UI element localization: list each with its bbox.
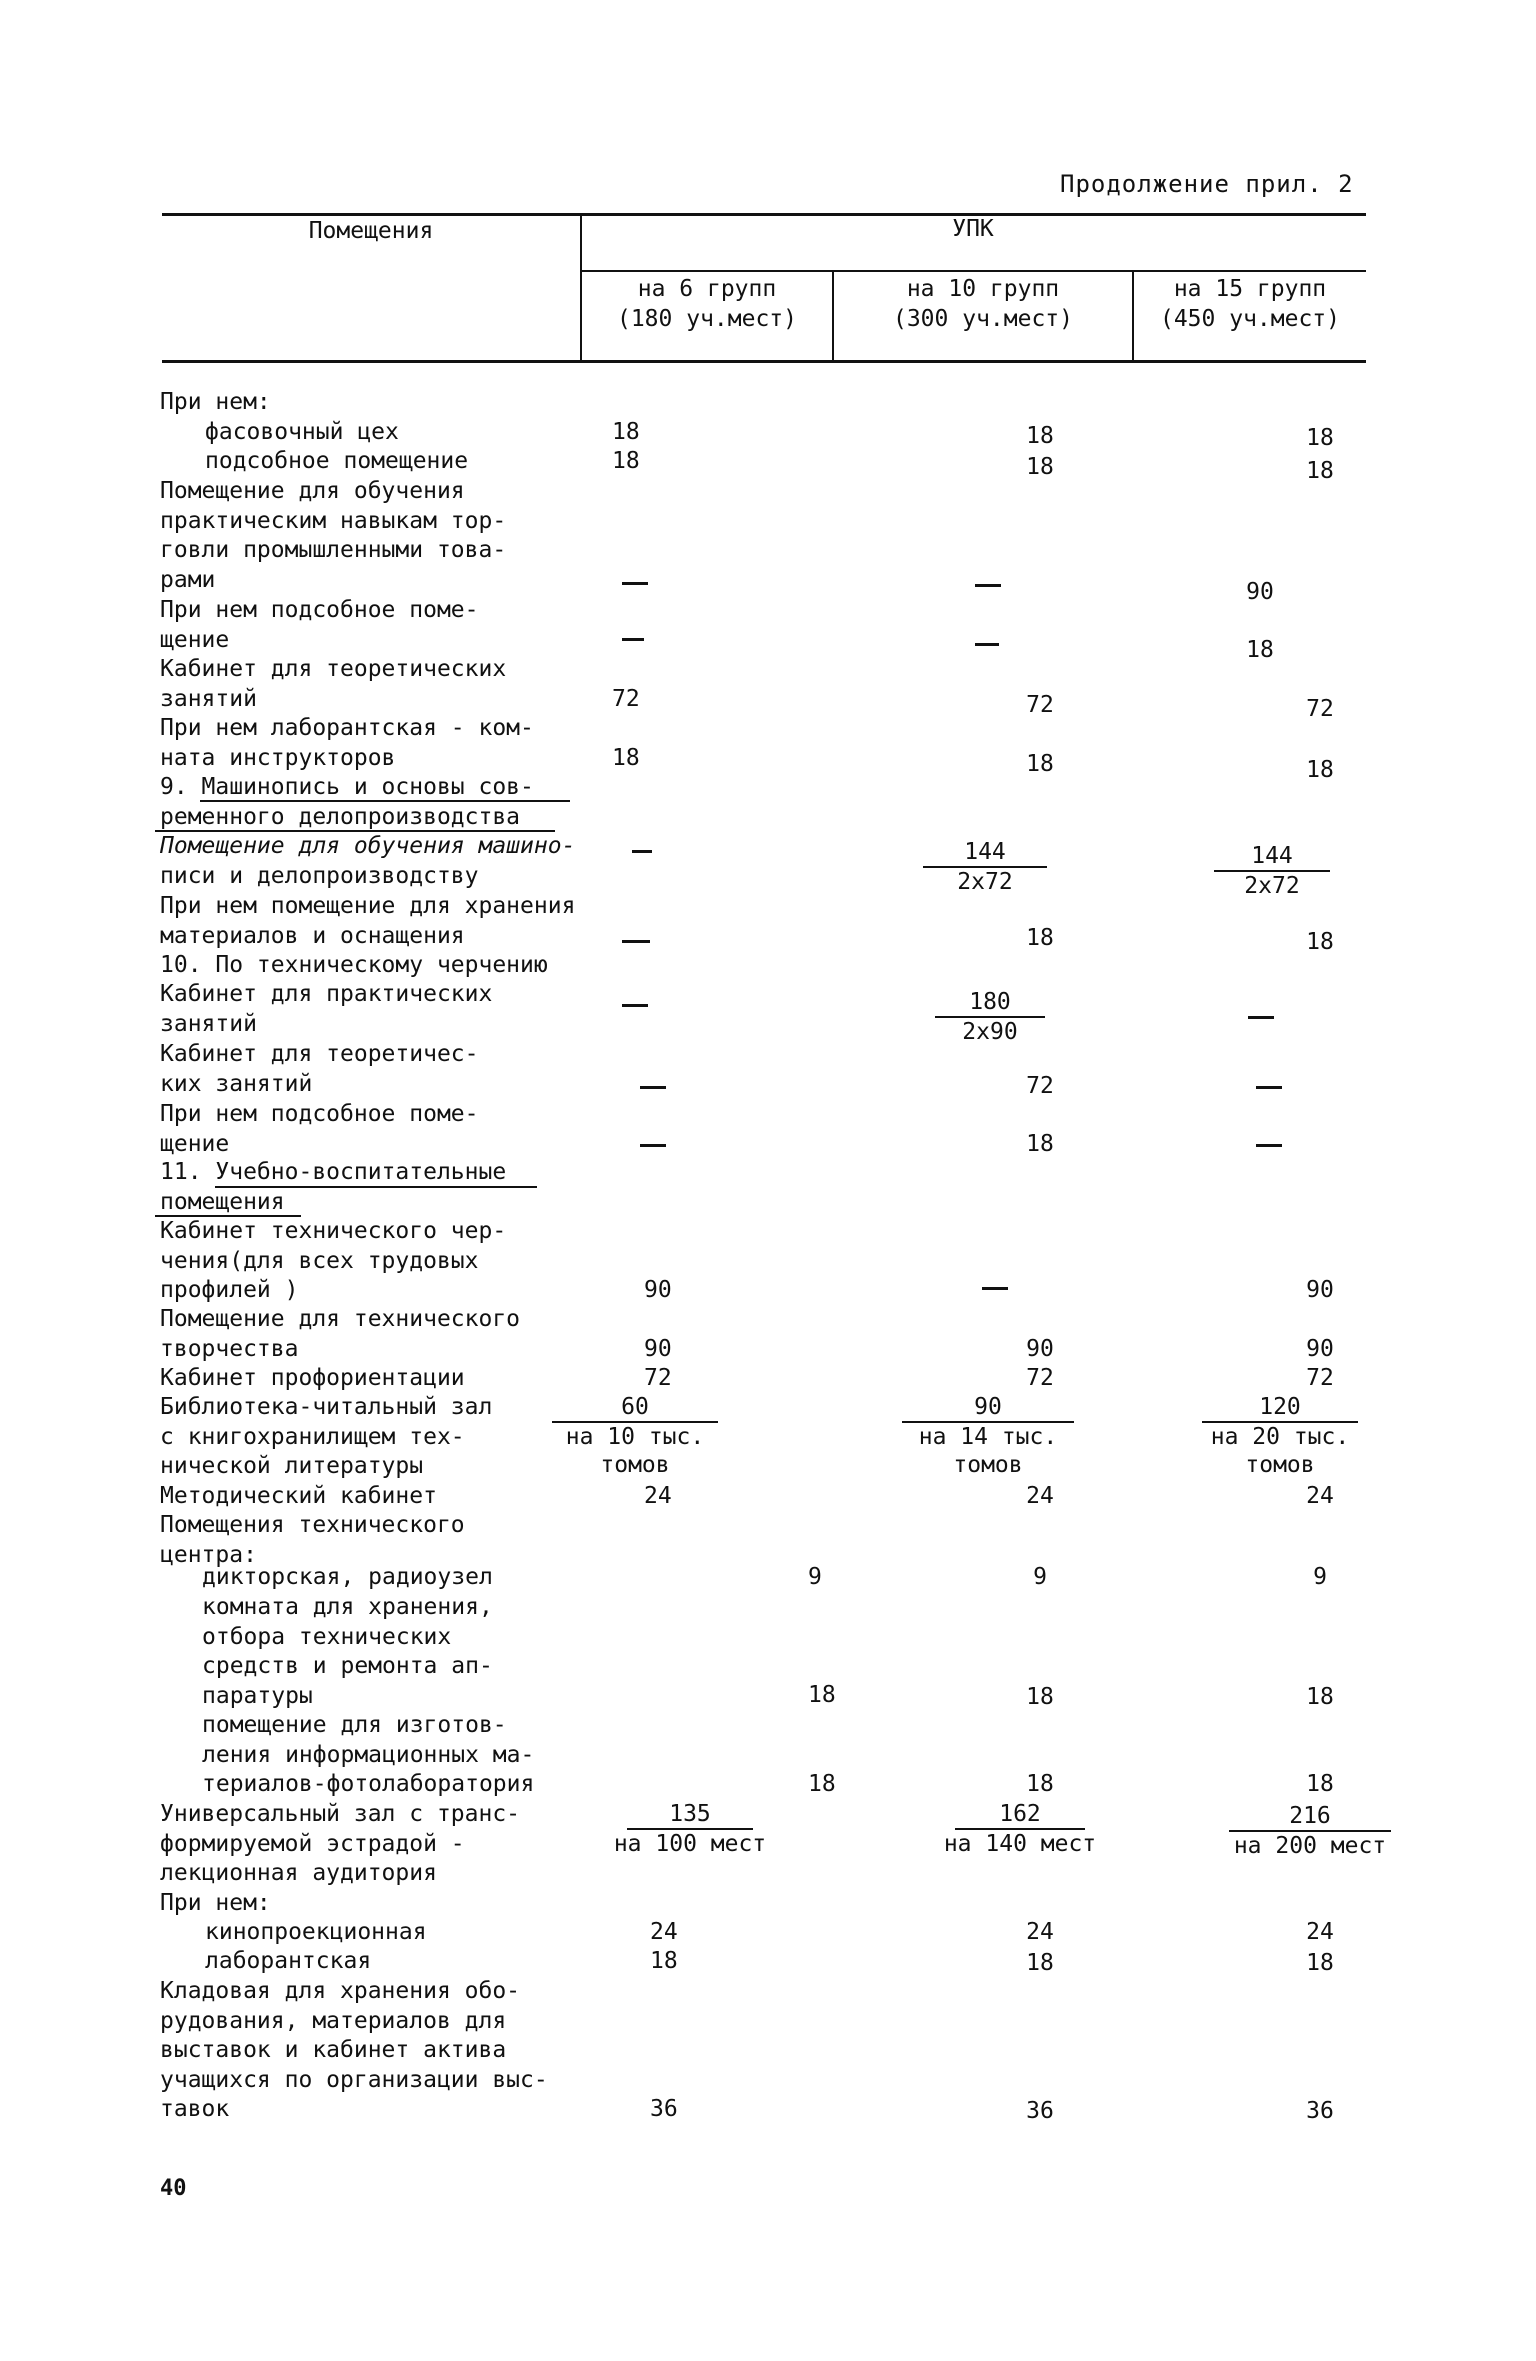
row-label: При нем лаборантская - ком- ната инструкторов xyxy=(160,715,534,771)
row-label: При нем: xyxy=(160,1890,271,1916)
value-col2: 24 xyxy=(1026,1919,1054,1945)
row-label: При нем: xyxy=(160,389,271,415)
value-col3: 18 xyxy=(1306,1950,1334,1976)
value-col1: 9 xyxy=(808,1564,822,1590)
value-col3: 90 xyxy=(1306,1336,1334,1362)
dash-col2 xyxy=(975,584,1001,587)
value-col3: 24 xyxy=(1306,1483,1334,1509)
value-col3: 72 xyxy=(1306,696,1334,722)
value-col3: 18 xyxy=(1306,757,1334,783)
row-label: комната для хранения, отбора технических средств и ремонта ап- паратуры xyxy=(202,1594,493,1709)
subheader-3 xyxy=(1134,274,1366,334)
row-label: Библиотека-читальный зал с книгохранилищем тех- нической литературы xyxy=(160,1394,493,1480)
dash-col1 xyxy=(632,850,652,853)
subheader-rule xyxy=(580,270,1366,272)
dash-col2 xyxy=(975,643,999,646)
row-label: лаборантская xyxy=(205,1948,372,1974)
subheader-2 xyxy=(834,274,1132,334)
dash-col1 xyxy=(622,1004,648,1007)
value-col1: 24 xyxy=(644,1483,672,1509)
value-col1: 72 xyxy=(612,686,640,712)
value-col2: 24 xyxy=(1026,1483,1054,1509)
value-col2: 18 xyxy=(1026,1950,1054,1976)
column-header-rooms: Помещения xyxy=(308,218,434,244)
dash-col1 xyxy=(622,940,650,943)
row-label: фасовочный цех xyxy=(205,419,399,445)
column-header-group: УПК xyxy=(952,216,994,242)
value-col1: 18 xyxy=(808,1771,836,1797)
row-label: Методический кабинет xyxy=(160,1483,437,1509)
row-label: При нем помещение для хранения материалов и оснащения xyxy=(160,893,576,949)
row-label: Кабинет технического чер- чения(для всех трудовых профилей ) xyxy=(160,1218,507,1304)
value-col1: 90 xyxy=(644,1277,672,1303)
value-col3: 18 xyxy=(1306,1684,1334,1710)
row-label: Помещение для технического творчества xyxy=(160,1306,521,1362)
subheader-2-line2: (300 уч.мест) xyxy=(892,306,1073,332)
value-col3: 36 xyxy=(1306,2098,1334,2124)
dash-col3 xyxy=(1256,1144,1282,1147)
dash-col3 xyxy=(1256,1086,1282,1089)
value-col1: 18 xyxy=(650,1948,678,1974)
value-col3: 18 xyxy=(1246,637,1274,663)
value-col3: 18 xyxy=(1306,458,1334,484)
value-col3: 24 xyxy=(1306,1919,1334,1945)
value-col1: 18 xyxy=(808,1682,836,1708)
value-col2: 18 xyxy=(1026,423,1054,449)
value-col2: 72 xyxy=(1026,692,1054,718)
row-label: кинопроекционная xyxy=(205,1919,427,1945)
value-col1: 36 xyxy=(650,2096,678,2122)
value-col2: 90 xyxy=(1026,1336,1054,1362)
value-col2: 18 xyxy=(1026,1131,1054,1157)
value-col2: 36 xyxy=(1026,2098,1054,2124)
row-label: помещение для изготов- ления информационных ма- териалов-фотолаборатория xyxy=(202,1712,535,1798)
value-col1: 24 xyxy=(650,1919,678,1945)
value-col1: 18 xyxy=(612,419,640,445)
fraction-col1: 60 на 10 тыс. томов xyxy=(550,1393,720,1479)
dash-col1 xyxy=(622,582,648,585)
value-col2: 18 xyxy=(1026,751,1054,777)
value-col1: 72 xyxy=(644,1365,672,1391)
row-label: Помещение для обучения практическим навыкам тор- говли промышленными това- рами xyxy=(160,478,507,593)
value-col3: 18 xyxy=(1306,425,1334,451)
row-label: Помещение для обучения машино- писи и делопроизводству xyxy=(160,833,576,889)
value-col1: 18 xyxy=(612,745,640,771)
fraction-col2: 144 2x72 xyxy=(920,838,1050,896)
value-col2: 9 xyxy=(1033,1564,1047,1590)
subheader-1-line2: (180 уч.мест) xyxy=(616,306,797,332)
row-label: Кабинет для практических занятий xyxy=(160,981,493,1037)
value-col3: 9 xyxy=(1313,1564,1327,1590)
dash-col2 xyxy=(982,1287,1008,1290)
value-col2: 18 xyxy=(1026,925,1054,951)
section-11-label: 11. Учебно-воспитательные помещения xyxy=(160,1159,507,1215)
row-label: Универсальный зал с транс- формируемой эстрадой - лекционная аудитория xyxy=(160,1801,521,1887)
row-label: При нем подсобное поме- щение xyxy=(160,597,479,653)
fraction-col3: 216 на 200 мест xyxy=(1210,1802,1410,1860)
dash-col3 xyxy=(1248,1016,1274,1019)
section-11-underline-1 xyxy=(215,1186,537,1188)
row-label: Кабинет профориентации xyxy=(160,1365,465,1391)
row-label: Кладовая для хранения обо- рудования, материалов для выставок и кабинет актива учащихся по организации выс- тавок xyxy=(160,1978,548,2123)
subheader-2-line1: на 10 групп xyxy=(906,276,1060,302)
page-number: 40 xyxy=(160,2176,187,2201)
subheader-1-line1: на 6 групп xyxy=(637,276,777,302)
section-10-label: 10. По техническому черчению xyxy=(160,952,548,978)
subheader-1 xyxy=(582,274,832,334)
row-label: Помещения технического центра: xyxy=(160,1512,465,1568)
dash-col1 xyxy=(640,1086,666,1089)
section-9-label: 9. Машинопись и основы сов- ременного делопроизводства xyxy=(160,774,534,830)
header-bottom-rule xyxy=(162,360,1366,363)
fraction-col2: 162 на 140 мест xyxy=(943,1801,1097,1857)
value-col3: 90 xyxy=(1246,579,1274,605)
value-col1: 18 xyxy=(612,448,640,474)
fraction-col2: 90 на 14 тыс. томов xyxy=(900,1393,1076,1479)
fraction-col1: 135 на 100 мест xyxy=(613,1801,767,1857)
value-col2: 18 xyxy=(1026,1771,1054,1797)
continuation-label: Продолжение прил. 2 xyxy=(1060,170,1354,198)
fraction-col3: 120 на 20 тыс. томов xyxy=(1200,1393,1360,1479)
fraction-col2: 180 2x90 xyxy=(930,988,1050,1046)
value-col3: 90 xyxy=(1306,1277,1334,1303)
value-col3: 18 xyxy=(1306,929,1334,955)
row-label: подсобное помещение xyxy=(205,448,469,474)
dash-col1 xyxy=(640,1144,666,1147)
row-label: дикторская, радиоузел xyxy=(202,1564,493,1590)
value-col2: 72 xyxy=(1026,1073,1054,1099)
dash-col1 xyxy=(622,638,644,641)
value-col2: 18 xyxy=(1026,1684,1054,1710)
section-9-underline-1 xyxy=(200,800,570,802)
subheader-3-line1: на 15 групп xyxy=(1173,276,1327,302)
value-col1: 90 xyxy=(644,1336,672,1362)
fraction-col3: 144 2x72 xyxy=(1212,842,1332,900)
row-label: Кабинет для теоретических занятий xyxy=(160,656,507,712)
row-label: При нем подсобное поме- щение xyxy=(160,1101,479,1157)
value-col3: 72 xyxy=(1306,1365,1334,1391)
subheader-3-line2: (450 уч.мест) xyxy=(1159,306,1340,332)
value-col2: 18 xyxy=(1026,454,1054,480)
value-col3: 18 xyxy=(1306,1771,1334,1797)
value-col2: 72 xyxy=(1026,1365,1054,1391)
row-label: Кабинет для теоретичес- ких занятий xyxy=(160,1041,479,1097)
